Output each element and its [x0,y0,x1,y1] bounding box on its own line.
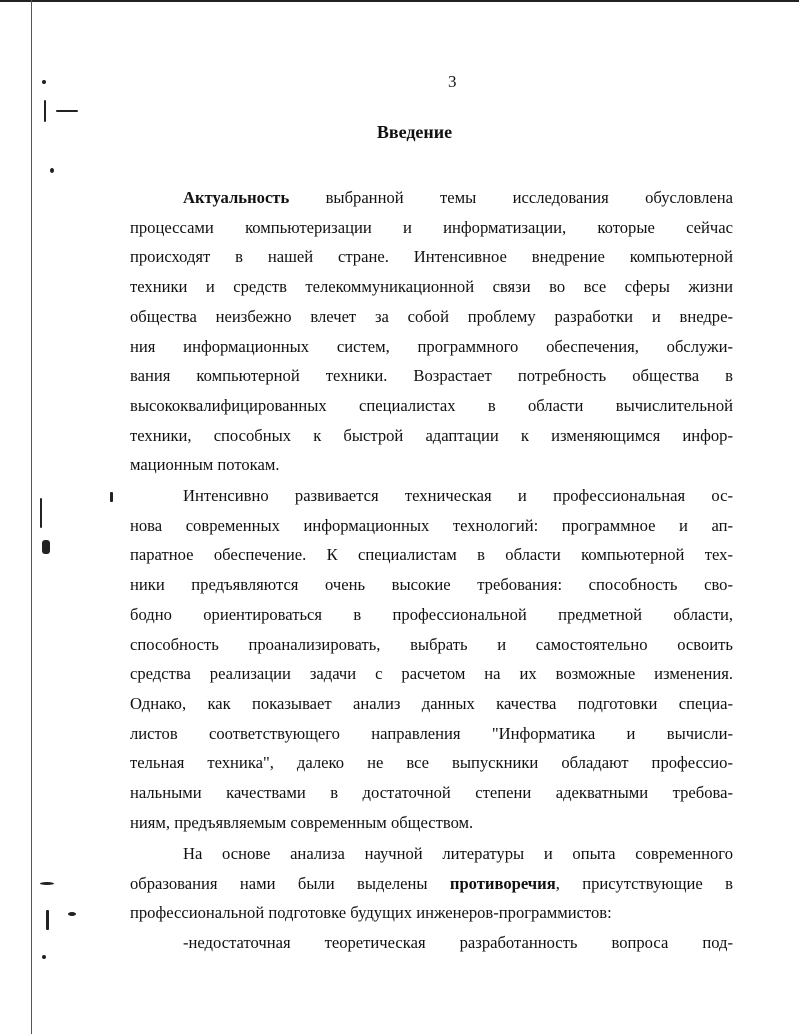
paragraph-line: -недостаточная теоретическая разработанность вопроса под- [183,933,733,952]
page-title: Введение [376,122,453,142]
paragraph-line: На основе анализа научной литературы и опыта современного [183,844,733,863]
paragraph-line: Интенсивно развивается техническая и профессиональная ос- [183,486,733,505]
scan-left-edge [31,0,32,1034]
paragraph-line: нальными качествами в достаточной степени адекватными требова- [130,783,733,803]
paragraph-line: нова современных информационных технологий: программное и ап- [130,515,733,535]
paragraph-line: техники и средств телекоммуникационной связи во все сферы жизни [130,277,733,297]
paragraph-relevance [130,183,733,480]
scan-speck [68,912,76,916]
paragraph-line: процессами компьютеризации и информатизации, которые сейчас [130,217,733,237]
text-run: выбранной темы исследования обусловлена [289,188,733,207]
scan-speck [46,910,49,930]
paragraph-line: общества неизбежно влечет за собой проблему разработки и внедре- [130,306,733,326]
paragraph-line: высококвалифицированных специалистах в области вычислительной [130,395,733,415]
scan-speck [56,110,78,112]
bold-term: Актуальность [183,188,290,207]
scan-speck [40,498,42,528]
paragraph-line: Однако, как показывает анализ данных качества подготовки специа- [130,693,733,713]
page-number: 3 [448,72,457,91]
paragraph-line: паратное обеспечение. К специалистам в области компьютерной тех- [130,545,733,565]
paragraph-line [130,869,733,899]
scan-speck [42,955,46,959]
text-run: , присутствующие в [555,873,733,893]
paragraph-requirements [130,481,733,837]
paragraph-line: мационным потокам. [130,455,280,475]
text-run: образования нами были выделены [130,873,450,893]
paragraph-contradictions [130,839,733,928]
paragraph-line: способность проанализировать, выбрать и самостоятельно освоить [130,634,733,654]
scan-speck [42,540,50,554]
paragraph-line: средства реализации задачи с расчетом на их возможные изменения. [130,664,733,684]
paragraph-list-item [130,928,733,958]
scan-top-edge [0,0,799,2]
scan-speck [110,492,113,502]
paragraph-line: вания компьютерной техники. Возрастает потребность общества в [130,366,733,386]
paragraph-line: ния информационных систем, программного обеспечения, обслужи- [130,336,733,356]
paragraph-line: техники, способных к быстрой адаптации к изменяющимся инфор- [130,425,733,445]
paragraph-line: профессиональной подготовке будущих инженеров-программистов: [130,903,612,923]
paragraph-line: происходят в нашей стране. Интенсивное внедрение компьютерной [130,247,733,267]
paragraph-line: листов соответствующего направления "Информатика и вычисли- [130,723,733,743]
scan-speck [40,882,54,885]
paragraph-line: ниям, предъявляемым современным обществом. [130,812,474,832]
paragraph-line: тельная техника", далеко не все выпускники обладают профессио- [130,753,733,773]
paragraph-line: бодно ориентироваться в профессиональной предметной области, [130,604,733,624]
scan-speck [50,168,54,173]
paragraph-line [130,183,733,213]
paragraph-line: ники предъявляются очень высокие требования: способность сво- [130,575,733,595]
bold-term: противоречия [449,873,556,893]
scan-speck [42,80,46,84]
scan-speck [44,100,46,122]
